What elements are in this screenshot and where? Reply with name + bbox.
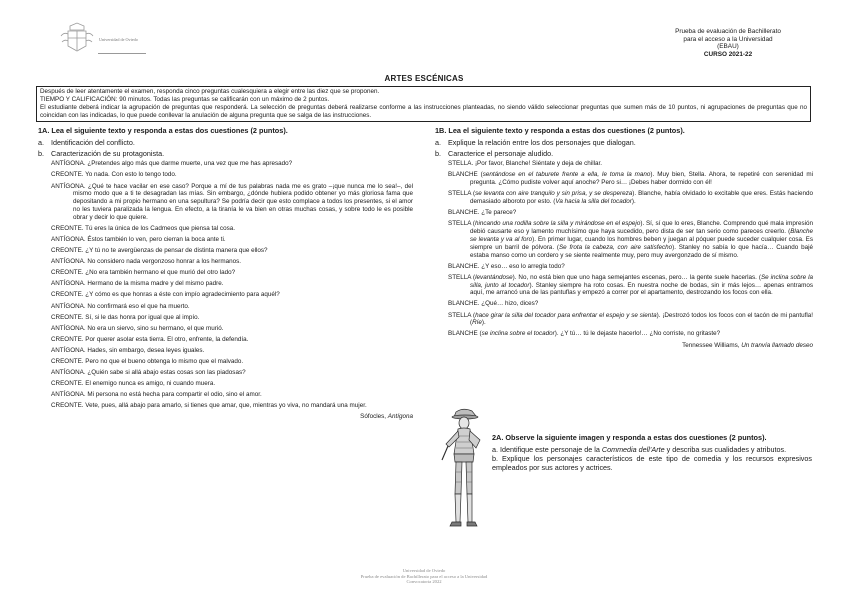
question-2a-item-a: a. Identifique este personaje de la Commedia dell’Arte y describa sus cualidades y atributos. — [492, 444, 787, 454]
question-1a-item-b — [38, 150, 413, 158]
dialogue-line: ANTÍGONA. Éstos también lo ven, pero cierran la boca ante ti. — [51, 235, 226, 243]
question-1b-item-b — [435, 150, 813, 158]
question-1a-item-a — [38, 139, 413, 147]
dialogue-line: BLANCHE. ¿Qué… hizo, dices? — [448, 300, 539, 308]
item-text: Caracterización de su protagonista. — [51, 148, 165, 158]
dialogue-line: CREONTE. Sí, si le das honra por igual que al impío. — [51, 313, 200, 321]
course-label: CURSO 2021-22 — [703, 50, 753, 58]
instructions-line-2: TIEMPO Y CALIFICACIÓN: 90 minutos. Todas las preguntas se calificarán con un máximo de 2 puntos. — [40, 96, 330, 104]
dialogue-line: CREONTE. ¿No era también hermano el que murió del otro lado? — [51, 269, 236, 277]
attribution-author: Tennessee Williams, — [682, 341, 740, 349]
dialogue-line: CREONTE. ¿Y cómo es que honras a éste con impío agradecimiento para aquél? — [51, 291, 280, 299]
exam-line-3: (EBAU) — [717, 43, 739, 51]
item-text: Identificación del conflicto. — [51, 137, 135, 147]
question-1b-item-a — [435, 139, 813, 147]
logo-rule — [98, 53, 146, 54]
character-figure-icon — [436, 406, 490, 536]
page-footer — [0, 568, 848, 585]
dialogue-line: BLANCHE. ¿Y eso… eso lo arregla todo? — [448, 262, 565, 270]
exam-info — [638, 28, 818, 58]
dialogue-line: STELLA. ¡Por favor, Blanche! Siéntate y deja de chillar. — [448, 160, 603, 168]
dialogue-line: ANTÍGONA. ¿Quién sabe si allá abajo estas cosas son las piadosas? — [51, 369, 246, 377]
dialogue-line: ANTÍGONA. ¿Qué te hace vacilar en ese caso? Porque a mí de tus palabras nada me es grato –¡que nunca me lo sea!–, del mismo modo que a ti te desagradan las mías. Sin embargo, ¿dónde hubiera podido obtener yo más gloriosa fama que depositando a mi propio hermano en una sepultura? Se podría decir que esto complace a todos los presentes, si el amor no les tuviera paralizada la lengua. En efecto, a la tiranía le va bien en otras muchas cosas, y sobre todo le es posible obrar y decir lo que quiere. — [51, 182, 413, 221]
dialogue-line: ANTÍGONA. No confirmará eso el que ha muerto. — [51, 302, 190, 310]
dialogue-line: STELLA (hace girar la silla del tocador para enfrentar el espejo y se sienta). ¡Destrozó todos los focos con el tacón de mi pantufla! (Ríe). — [448, 311, 814, 327]
footer-line-3: Convocatoria 2022 — [406, 579, 442, 585]
dialogue-line: BLANCHE. ¿Te parece? — [448, 209, 517, 217]
question-1b — [435, 127, 813, 352]
attribution — [435, 342, 813, 350]
university-crest-icon — [58, 22, 96, 52]
question-1a — [38, 127, 413, 424]
question-2a-item-b: b. Explique los personajes característicos de este tipo de comedia y los recursos expresivos empleados por sus actores y actrices. — [492, 454, 812, 472]
question-1b-heading: 1B. Lea el siguiente texto y responda a estas dos cuestiones (2 puntos). — [435, 126, 685, 135]
instructions-line-1: Después de leer atentamente el examen, responda cinco preguntas cualesquiera a elegir entre las diez que se proponen. — [40, 88, 380, 95]
dialogue-line: CREONTE. Vete, pues, allá abajo para amarlo, si tienes que amar, que, mientras yo viva, no mandará una mujer. — [51, 402, 367, 410]
dialogue-line: BLANCHE (sentándose en el taburete frente a ella, le toma la mano). Muy bien, Stella. Ahora, te repetiré con serenidad mi pregunta. ¿Cómo pudiste volver aquí anoche? Pero si… ¡Debes haber dormido con él! — [448, 171, 813, 187]
dialogue-line: STELLA (hincando una rodilla sobre la silla y mirándose en el espejo). Sí, sí que lo eres, Blanche. Comprendo qué mala impresión debió causarte eso y lamento muchísimo que haya sucedido, pero dista de ser tan serio como pareces creerlo. (Blanche se levanta y va al foro). En primer lugar, cuando los hombres beben y juegan al póquer puede suceder cualquier cosa. Es siempre un barril de pólvora. (Se frota la cabeza, con aire satisfecho). Stanley no sabía lo que hacía… Cuando bajé estaba manso como un cordero y se siente realmente muy, pero muy avergonzado de sí mismo. — [448, 220, 814, 259]
dialogue-line: CREONTE. Tú eres la única de los Cadmeos que piensa tal cosa. — [51, 224, 235, 232]
attribution-work: Un tranvía llamado deseo — [741, 341, 813, 349]
footer-line-1: Universidad de Oviedo — [402, 568, 446, 573]
item-label: b. — [38, 148, 44, 158]
dialogue-line: ANTÍGONA. Mi persona no está hecha para compartir el odio, sino el amor. — [51, 391, 262, 399]
dialogue-line: CREONTE. Pero no que el bueno obtenga lo mismo que el malvado. — [51, 357, 244, 365]
item-text: Explique la relación entre los dos personajes que dialogan. — [448, 137, 636, 147]
dialogue-line: BLANCHE (se inclina sobre el tocador). ¿Y tú… tú le dejaste hacerlo!… ¿No corriste, no gritaste? — [448, 330, 721, 338]
question-1a-heading: 1A. Lea el siguiente texto y responda a estas dos cuestiones (2 puntos). — [38, 126, 288, 135]
attribution-author: Sófocles, — [360, 413, 387, 421]
attribution-work: Antígona — [387, 413, 413, 421]
instructions-line-3: El estudiante deberá indicar la agrupación de preguntas que responderá. La selección de preguntas deberá realizarse conforme a las instrucciones planteadas, no siendo válido seleccionar preguntas que sumen más de 10 puntos, ni agrupaciones de preguntas que no coincidan con las indicadas, lo que puede conllevar la anulación de alguna pregunta que se salga de las instrucciones. — [40, 104, 807, 120]
dialogue-line: ANTÍGONA. No era un siervo, sino su hermano, el que murió. — [51, 324, 224, 332]
item-text: Caracterice el personaje aludido. — [448, 148, 554, 158]
dialogue-line: STELLA (se levanta con aire tranquilo y sin prisa, y se despereza). Blanche, había olvidado lo excitable que eres. Estás haciendo demasiado alboroto por esto. (Va hacia la silla del tocador). — [448, 190, 813, 206]
item-label: a. — [435, 137, 441, 147]
footer-line-2: Prueba de evaluación de Bachillerato para el acceso a la Universidad — [360, 573, 488, 579]
dialogue-line: ANTÍGONA. Hermano de la misma madre y del mismo padre. — [51, 280, 224, 288]
commedia-character-image — [436, 406, 490, 536]
item-label: a. — [38, 137, 44, 147]
university-logo — [58, 22, 138, 52]
dialogue-line: CREONTE. Por querer asolar esta tierra. El otro, enfrente, la defendía. — [51, 335, 249, 343]
attribution — [38, 413, 413, 421]
university-name: Universidad de Oviedo — [99, 36, 138, 42]
dialogue-line: CREONTE. ¿Y tú no te avergüenzas de pensar de distinta manera que ellos? — [51, 247, 268, 255]
dialogue-line: CREONTE. Yo nada. Con esto lo tengo todo. — [51, 171, 177, 179]
exam-line-1: Prueba de evaluación de Bachillerato — [675, 28, 781, 35]
page-title: ARTES ESCÉNICAS — [384, 74, 464, 83]
exam-line-2: para el acceso a la Universidad — [683, 35, 773, 43]
question-2a — [492, 434, 812, 473]
dialogue-line: ANTÍGONA. ¿Pretendes algo más que darme muerte, una vez que me has apresado? — [51, 160, 293, 168]
dialogue-line: ANTÍGONA. No considero nada vergonzoso honrar a los hermanos. — [51, 258, 242, 266]
question-2a-heading: 2A. Observe la siguiente imagen y responda a estas dos cuestiones (2 puntos). — [492, 433, 767, 442]
item-label: b. — [435, 148, 441, 158]
dialogue-line: CREONTE. El enemigo nunca es amigo, ni cuando muera. — [51, 380, 216, 388]
instructions-box — [36, 86, 811, 122]
dialogue-line: ANTÍGONA. Hades, sin embargo, desea leyes iguales. — [51, 346, 205, 354]
dialogue-line: STELLA (levantándose). No, no está bien que uno haga semejantes escenas, pero… la gente suele hacerlas. (Se inclina sobre la silla, junto al tocador). Stanley siempre ha roto cosas. En nuestra noche de bodas, sin ir más lejos… apenas entramos aquí, me arrancó una de las pantuflas y empezó a correr por el apartamento, destrozando los focos con ella. — [448, 273, 813, 297]
